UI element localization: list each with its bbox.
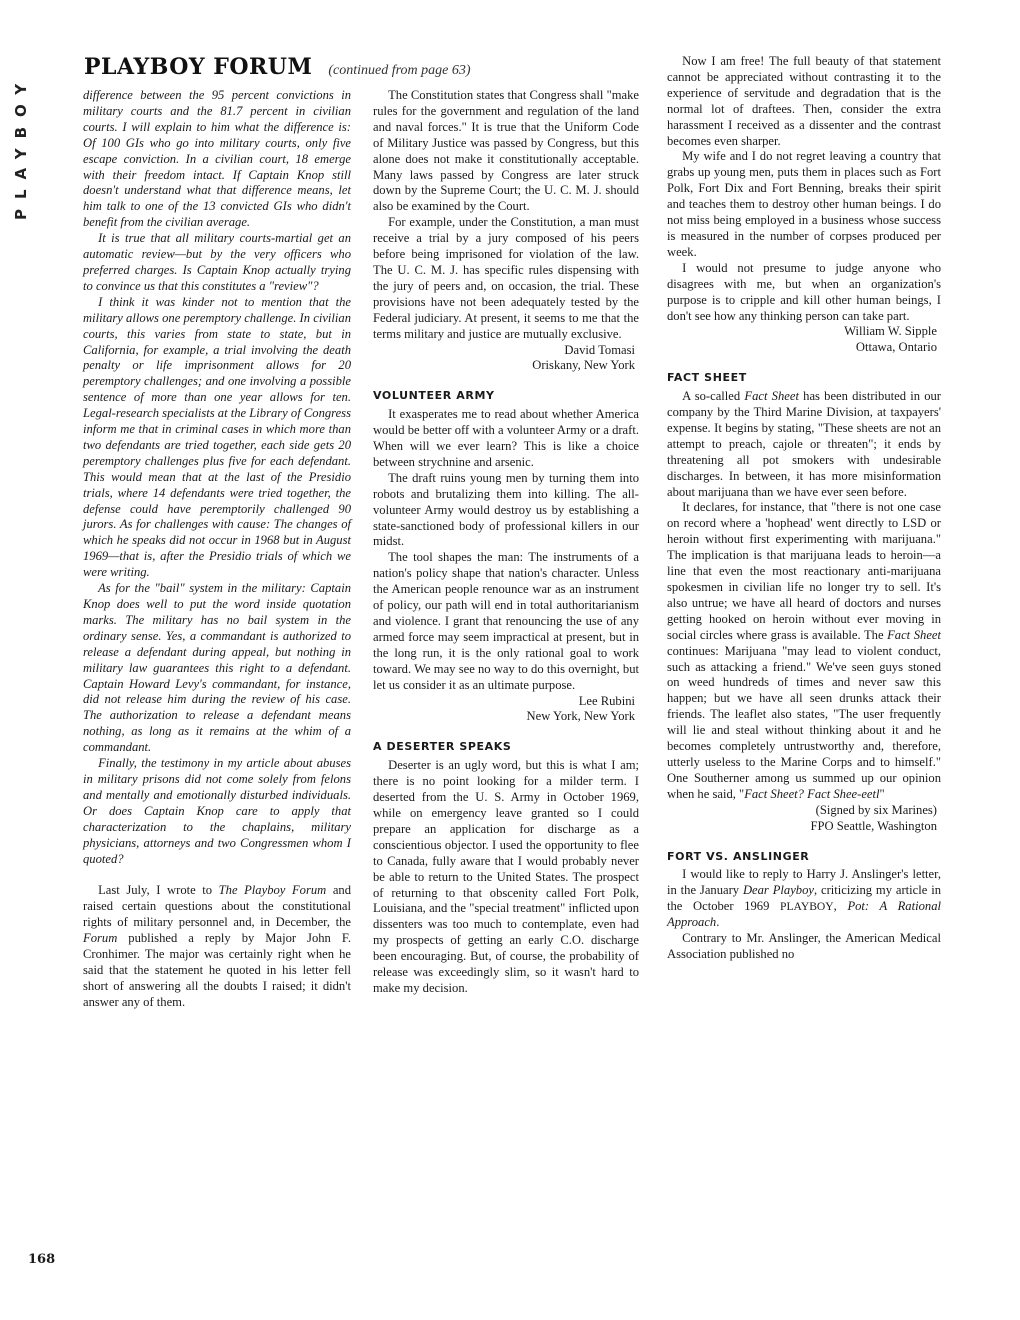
text-run-italic: Forum	[83, 931, 118, 946]
section-heading: VOLUNTEER ARMY	[373, 389, 495, 403]
paragraph: My wife and I do not regret leaving a country that grabs up young men, puts them in places such as Fort Polk, Fort Dix and Fort Benning, breaks their spirit and teaches them to destroy other human beings. I do not miss being employed in a business whose success is measured in the number of corpses produced per week.	[667, 149, 941, 259]
text-run-italic: Fact Sheet	[744, 389, 799, 404]
page-title: PLAYBOY FORUM	[84, 54, 313, 80]
page-number: 168	[28, 1252, 56, 1267]
signature	[373, 694, 639, 726]
signature-name: David Tomasi	[564, 342, 635, 357]
section-heading: A DESERTER SPEAKS	[373, 740, 512, 754]
paragraph	[83, 883, 351, 1010]
signature-name: Lee Rubini	[578, 693, 635, 708]
paragraph	[667, 500, 941, 802]
paragraph: I would not presume to judge anyone who disagrees with me, but when an organization's purpose is to cripple and kill other human beings, I don't see how any thinking person can take part.	[667, 260, 941, 323]
text-run-italic: Fact Sheet	[887, 627, 941, 642]
continued-note: (continued from page 63)	[328, 63, 471, 78]
text-run: , criticizing my article in the October 1969	[667, 883, 941, 914]
text-run-italic: Fact Sheet? Fact Shee-eetl	[744, 786, 880, 801]
paragraph: The draft ruins young men by turning them into robots and brutalizing them into killing. The all-volunteer Army would destroy us by establishing a state-sanctioned body of professional killers in our midst.	[373, 470, 639, 549]
column-2	[373, 88, 639, 997]
signature-place: Oriskany, New York	[532, 358, 635, 373]
paragraph: Finally, the testimony in my article about abuses in military prisons did not come solely from felons and mentally and emotionally disturbed individuals. Or does Captain Knop care to apply that characterization to the chaplains, military physicians, attorneys and two Congressmen whom I quoted?	[83, 756, 351, 866]
text-run: It declares, for instance, that "there is not one case on record where a 'hophead' went directly to LSD or heroin without first experimenting with marijuana." The implication is that marijuana leads to heroin—a line that even the most reactionary anti-marijuana spokesmen in civilian life no longer try to sell. It's also untrue; we have all heard of doctors and nurses getting hooked on heroin without ever moving in social circles where grass is available. The	[667, 500, 941, 642]
signature	[667, 803, 941, 835]
signature	[373, 343, 639, 375]
signature-name: William W. Sipple	[844, 324, 937, 339]
paragraph: Contrary to Mr. Anslinger, the American Medical Association published no	[667, 931, 941, 961]
paragraph	[667, 867, 941, 931]
paragraph: As for the "bail" system in the military: Captain Knop does well to put the word inside quotation marks. The military has no bail system in the ordinary sense. Yes, a commandant is authorized to release a defendant during appeal, but nothing in military law guarantees this right to a defendant. Captain Howard Levy's commandant, for instance, did not release him during the review of his case. The authorization to release a defendant means nothing, as long as it remains at the whim of a commandant.	[83, 581, 351, 755]
paragraph: The Constitution states that Congress shall "make rules for the government and regulation of the land and naval forces." It is true that the Uniform Code of Military Justice was passed by Congress, but this alone does not make it constitutionally acceptable. Many laws passed by Congress are later struck down by the Supreme Court; the U. C. M. J. should also be examined by the Court.	[373, 88, 639, 214]
italic-reply	[83, 88, 351, 867]
text-run: I would like to reply to Harry J. Anslinger's letter, in the January	[667, 867, 941, 898]
text-run: published a reply by Major John F. Cronhimer. The major was certainly right when he said that the statement he quoted in his letter fell short of answering all the doubts I raised; it didn't answer any of them.	[83, 931, 351, 1009]
paragraph: The tool shapes the man: The instruments of a nation's policy shape that nation's character. Unless the American people renounce war as an instrument of policy, our path will end in total authoritarianism and violence. I grant that renouncing the use of any armed force may seem impractical at present, but in the long run, it is the only rational goal to work toward. We may see no way to do this overnight, but let us consider it as an ultimate purpose.	[373, 550, 639, 692]
signature-name: (Signed by six Marines)	[815, 802, 937, 817]
text-run: and raised certain questions about the constitutional rights of military personnel and, in December, the	[83, 883, 352, 930]
paragraph: difference between the 95 percent convictions in military courts and the 81.7 percent in civilian courts. I will explain to him what the difference is: Of 100 GIs who go into military courts, only five escape conviction. In a civilian court, 18 emerge with their freedom intact. If Captain Knop still doesn't understand what that difference means, let him talk to one of the 13 convicted GIs who didn't benefit from the civilian average.	[83, 88, 351, 230]
page-header	[84, 54, 644, 86]
magazine-sidebar-logo: PLAYBOY	[12, 73, 30, 221]
paragraph: Now I am free! The full beauty of that statement cannot be appreciated without contrasting it to the experience of servitude and degradation that is the normal lot of draftees. Then, consider the extra harassment I received as a dissenter and the contrast becomes even sharper.	[667, 54, 941, 148]
text-run-italic: Dear Playboy	[742, 883, 814, 898]
section-heading: FORT VS. ANSLINGER	[667, 849, 810, 863]
paragraph: For example, under the Constitution, a man must receive a trial by a jury composed of his peers before being imprisoned for violation of the law. The U. C. M. J. has specific rules dispensing with the jury of peers and, on occasion, the trial. These provisions have not been adequately tested by the Federal judiciary. At present, it seems to me that the terms military and justice are mutually exclusive.	[373, 215, 639, 341]
signature-place: Ottawa, Ontario	[855, 340, 937, 355]
paragraph	[667, 389, 941, 500]
signature-place: New York, New York	[526, 709, 635, 724]
text-run: Last July, I wrote to	[98, 883, 219, 898]
text-run: .	[716, 915, 720, 930]
text-run: A so-called	[682, 389, 745, 404]
text-run-smallcaps: PLAYBOY	[780, 900, 834, 914]
column-3	[667, 54, 941, 963]
section-heading: FACT SHEET	[667, 371, 747, 385]
text-run: continues: Marijuana "may lead to violent conduct, such as attacking a friend." We've seen guys stoned on weed hundreds of times and never saw this happen; but we have all seen drunks attack their friends. The leaflet also states, "The user frequently will lie and steal without thinking about it and he becomes completely untrustworthy and, therefore, utterly useless to the Marine Corps and to himself." One Southerner among us summed up our opinion when he said, "	[667, 643, 941, 801]
text-run-italic: Pot: A Rational Approach	[667, 899, 941, 930]
column-1	[83, 88, 351, 1011]
text-run: has been distributed in our company by the Third Marine Division, at taxpayers' expense. It begins by stating, "These sheets are not an attempt to preach, cajole or threaten"; it ends by threatening all pot smokers with undesirable discharges. In between, it has more misinformation about marijuana than we have ever seen before.	[667, 389, 942, 499]
paragraph: It is true that all military courts-martial get an automatic review—but by the very officers who preferred charges. Is Captain Knop actually trying to convince us that this constitutes a "review"?	[83, 231, 351, 293]
text-run-italic: The Playboy Forum	[218, 883, 327, 898]
paragraph: It exasperates me to read about whether America would be better off with a volunteer Army or a draft. When will we ever learn? This is like a choice between strychnine and arsenic.	[373, 407, 639, 469]
signature	[667, 324, 941, 356]
text-run: ,	[833, 899, 848, 914]
signature-place: FPO Seattle, Washington	[810, 818, 937, 833]
text-run: "	[879, 786, 885, 801]
paragraph: I think it was kinder not to mention that the military allows one peremptory challenge. In civilian courts, this varies from state to state, but in California, for example, a trial involving the death penalty or life imprisonment allows for 20 peremptory challenges; and one involving a possible sentence of more than one year allows for ten. Legal-research specialists at the Library of Congress inform me that in criminal cases in which more than two defendants are tried together, each side gets 20 peremptory challenges plus five for each defendant. This would mean that at the last of the Presidio trials, where 14 defendants were tried together, the defense could have peremptorily challenged 90 jurors. As for challenges with cause: The changes of which he speaks did not occur in 1968 but in August 1969—that is, after the Presidio trials of which we were writing.	[83, 294, 351, 580]
paragraph: Deserter is an ugly word, but this is what I am; there is no point looking for a milder term. I deserted from the U. S. Army in October 1969, while on emergency leave granted so I could prepare an application for discharge as a conscientious objector. I used the opportunity to flee to Canada, fully aware that I would probably never be able to return to the United States. The prospect of returning to that obscenity called Fort Polk, Louisiana, and the "special treatment" inflicted upon dissenters was too much to contemplate, even had my prospects of getting an early C.O. discharge been encouraging. But, of course, the probability of release was exceedingly slim, so it wasn't hard to make my decision.	[373, 758, 639, 995]
